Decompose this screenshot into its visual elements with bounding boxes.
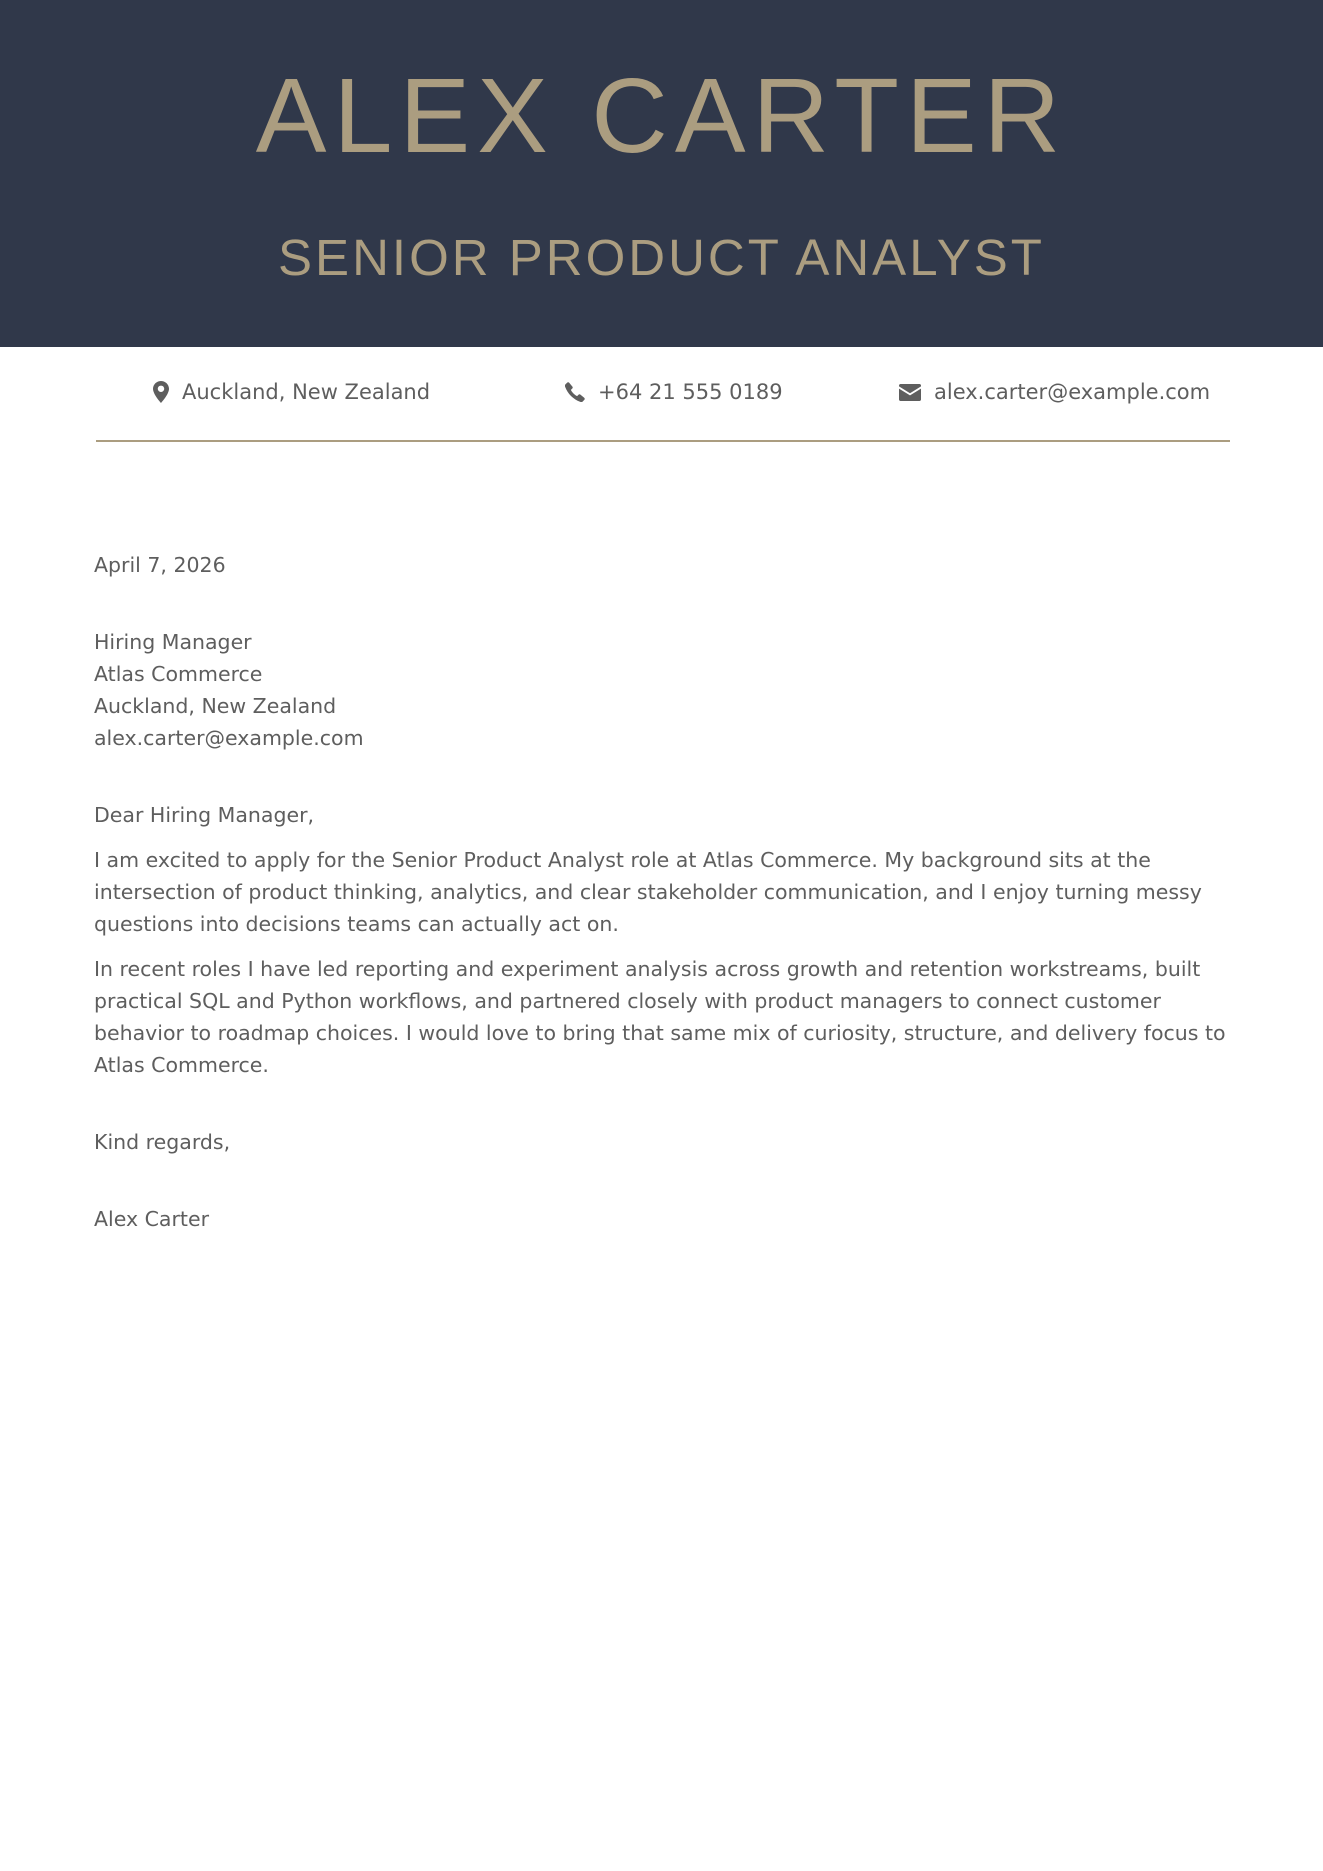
contact-location-text: Auckland, New Zealand (182, 380, 431, 404)
contact-location (153, 374, 430, 410)
letter-closing: Kind regards, (94, 1130, 231, 1154)
letter-signature: Alex Carter (94, 1207, 210, 1231)
contact-phone (565, 374, 783, 410)
contact-phone-text: +64 21 555 0189 (598, 380, 783, 404)
recipient-block (94, 626, 1232, 754)
contact-email-text: alex.carter@example.com (934, 380, 1211, 404)
recipient-title: Hiring Manager (94, 630, 252, 654)
applicant-name: ALEX CARTER (255, 57, 1068, 175)
letter-body (94, 549, 1232, 1235)
recipient-email: alex.carter@example.com (94, 726, 364, 750)
applicant-role: SENIOR PRODUCT ANALYST (278, 229, 1045, 286)
recipient-company: Atlas Commerce (94, 662, 263, 686)
letter-greeting: Dear Hiring Manager, (94, 803, 315, 827)
phone-icon (565, 382, 585, 402)
header-banner (0, 0, 1323, 347)
envelope-icon (899, 384, 921, 401)
letter-paragraph: I am excited to apply for the Senior Product Analyst role at Atlas Commerce. My background sits at the intersection of product thinking, analytics, and clear stakeholder communication, and I enjoy turning messy questions into decisions teams can actually act on. (94, 848, 1202, 936)
recipient-location: Auckland, New Zealand (94, 694, 337, 718)
map-marker-icon (153, 381, 169, 403)
header-divider (96, 440, 1230, 442)
letter-date: April 7, 2026 (94, 553, 226, 577)
letter-paragraph: In recent roles I have led reporting and experiment analysis across growth and retention workstreams, built practical SQL and Python workflows, and partnered closely with product managers to connect customer behavior to roadmap choices. I would love to bring that same mix of curiosity, structure, and delivery focus to Atlas Commerce. (94, 957, 1226, 1077)
contact-email (899, 374, 1210, 410)
